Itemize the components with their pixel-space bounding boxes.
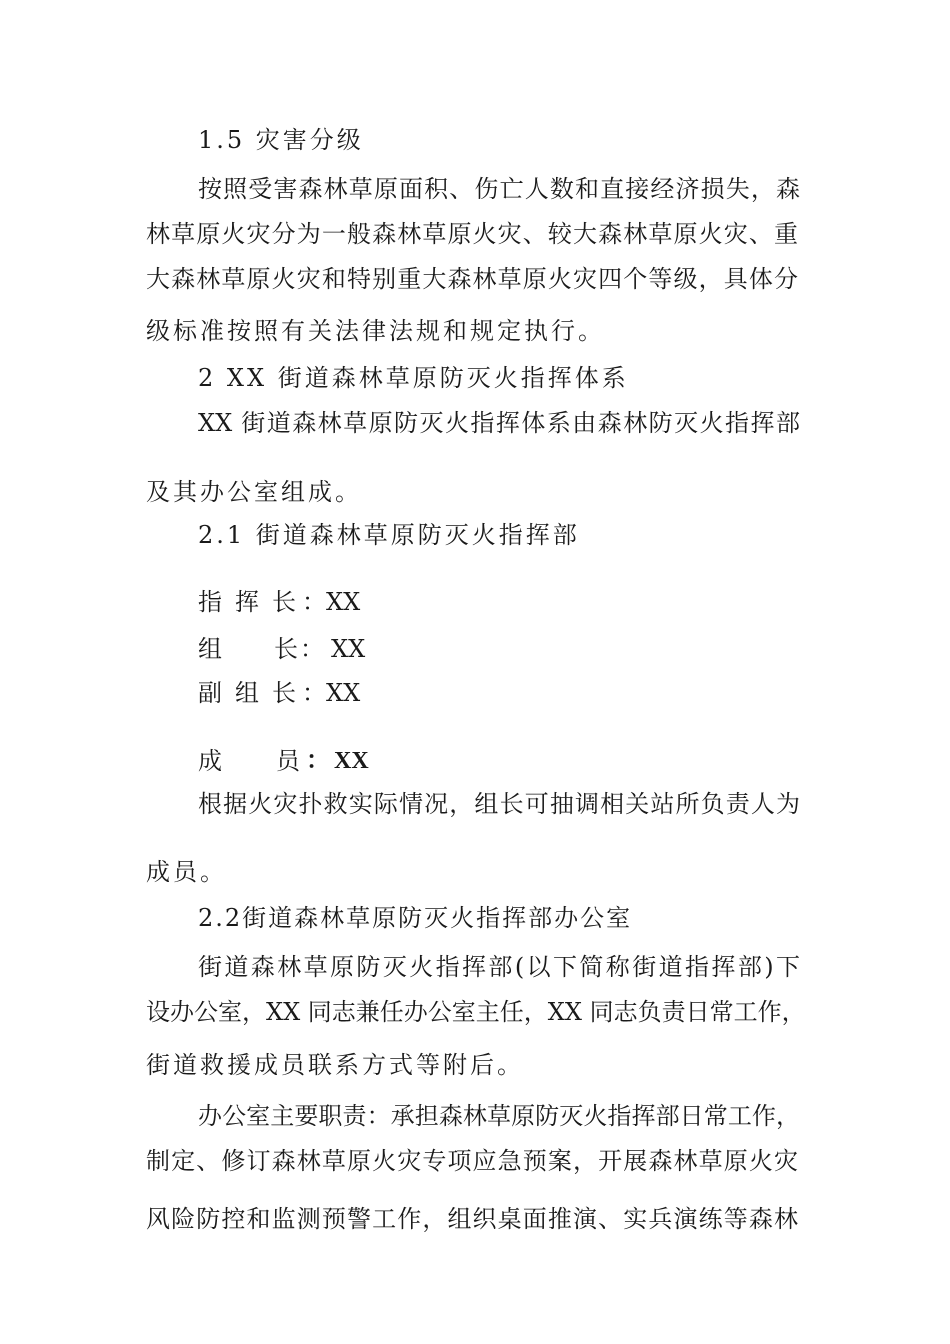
- paragraph-line: 街道森林草原防灭火指挥部(以下简称街道指挥部)下: [198, 953, 800, 981]
- paragraph-line: 办公室主要职责：承担森林草原防灭火指挥部日常工作，: [198, 1102, 800, 1130]
- role-value: XX: [334, 748, 369, 774]
- role-separator: ：: [302, 679, 326, 707]
- paragraph-line: 街道救援成员联系方式等附后。: [146, 1051, 524, 1079]
- paragraph-line: 成员。: [146, 858, 227, 886]
- section-2-2-heading: 2.2街道森林草原防灭火指挥部办公室: [198, 904, 633, 932]
- section-2-1-heading: 2.1 街道森林草原防灭火指挥部: [198, 521, 580, 549]
- section-1-5-heading: 1.5 灾害分级: [198, 126, 364, 154]
- paragraph-line: 级标准按照有关法律法规和规定执行。: [146, 317, 605, 345]
- paragraph-line: 根据火灾扑救实际情况，组长可抽调相关站所负责人为: [198, 790, 800, 818]
- role-separator: ：: [300, 635, 324, 663]
- role-value: XX: [326, 588, 361, 616]
- paragraph-line: 风险防控和监测预警工作，组织桌面推演、实兵演练等森林: [146, 1205, 798, 1233]
- role-separator: ：: [306, 748, 330, 774]
- paragraph-line: 制定、修订森林草原火灾专项应急预案，开展森林草原火灾: [146, 1147, 798, 1175]
- paragraph-line: XX 街道森林草原防灭火指挥体系由森林防灭火指挥部: [198, 409, 800, 437]
- paragraph-line: 大森林草原火灾和特别重大森林草原火灾四个等级，具体分: [146, 265, 798, 293]
- document-page: 1.5 灾害分级 按照受害森林草原面积、伤亡人数和直接经济损失，森 林草原火灾分为一般森林草原火灾、较大森林草原火灾、重 大森林草原火灾和特别重大森林草原火灾四个等级，具体分 级标准按照有关法律法规和规定执行。 2 XX 街道森林草原防灭火指挥体系 XX 街道森林草原防灭火指挥体系由森林防灭火指挥部 及其办公室组成。 2.1 街道森林草原防灭火指挥部 指 挥 长 ： XX 组 长 ： XX 副 组 长 ： XX 成 员 ： XX 根据火灾扑救实际情况，组长可抽调相关站所负责人为 成员。 2.2街道森林草原防灭火指挥部办公室 街道森林草原防灭火指挥部(以下简称街道指挥部)下 设办公室，XX 同志兼任办公室主任，XX 同志负责日常工作， 街道救援成员联系方式等附后。 办公室主要职责：承担森林草原防灭火指挥部日常工作， 制定、修订森林草原火灾专项应急预案，开展森林草原火灾 风险防控和监测预警工作，组织桌面推演、实兵演练等森林: [0, 0, 950, 1344]
- paragraph-line: 按照受害森林草原面积、伤亡人数和直接经济损失，森: [198, 175, 800, 203]
- paragraph-line: 设办公室，XX 同志兼任办公室主任，XX 同志负责日常工作，: [146, 998, 806, 1026]
- paragraph-line: 林草原火灾分为一般森林草原火灾、较大森林草原火灾、重: [146, 220, 798, 248]
- role-value: XX: [331, 635, 366, 663]
- role-value: XX: [326, 679, 361, 707]
- section-2-heading: 2 XX 街道森林草原防灭火指挥体系: [198, 364, 629, 392]
- role-separator: ：: [302, 588, 326, 616]
- paragraph-line: 及其办公室组成。: [146, 478, 362, 506]
